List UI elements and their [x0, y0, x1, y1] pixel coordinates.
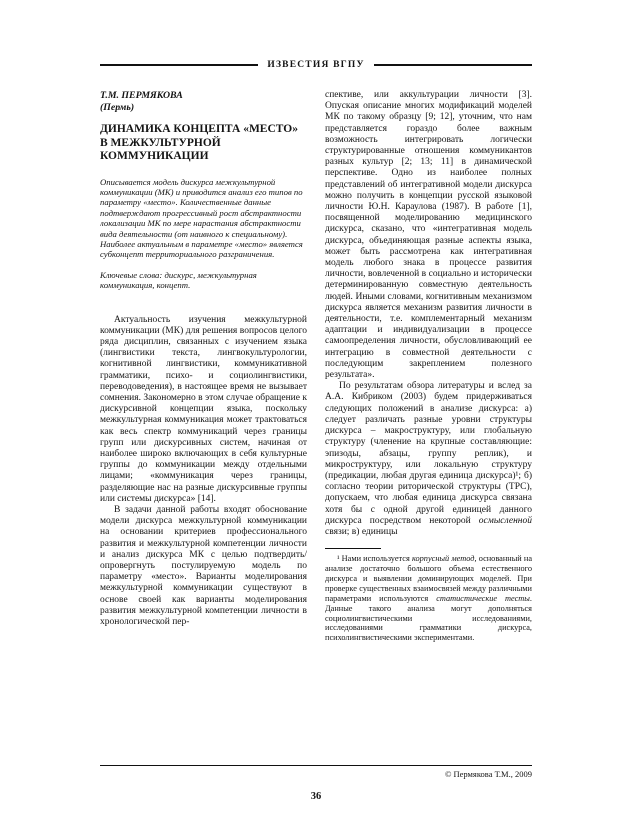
running-head: [100, 60, 532, 70]
footnote-italic-term-2: статистические тесты: [436, 593, 530, 603]
keywords-label: Ключевые слова:: [100, 269, 163, 280]
paragraph-3: спективе, или аккультурации личности [3]. Опуская описание многих модификаций моделей МК по такому образцу [9; 12], уточним, что нам представляется гораздо более важным возможность интегрировать логически структурированные отношения коммуникантов разных культур [2; 13; 11] в динамической перспективе. Одно из наиболее полных представлений об интегративной модели дискурса можно получить в концепции русской языковой личности Ю.Н. Караулова (1987). В работе [1], посвященной моделированию медицинского дискурса, сказано, что «интегративная модель дискурса, объединяющая разные аспекты языка, может быть рассмотрена как интегративная модель любого знака в процессе развития личности, вовлеченной в социально и исторически детерминированную совместную деятельность людей. Иными словами, когнитивным механизмом дискурса является механизм развития личности в деятельности, т.е. комплементарный механизм адаптации и индивидуализации в процессе самоопределения личности, обусловливающий ее интеграцию в совместной деятельности с последующим закреплением полезного результата».: [325, 90, 532, 381]
abstract: Описывается модель дискурса межкультурной коммуникации (МК) и приводится анализ его типов по параметру «место». Количественные данные подтверждают прогрессивный рост абстрактности локализации МК по мере нарастания абстрактности вида деятельности (от наивного к специальному). Наиболее актуальным в параметре «место» является субконцепт территориального разграничения.: [100, 176, 303, 260]
article-title: [100, 123, 307, 164]
right-column: [325, 90, 532, 765]
left-column: [100, 90, 307, 765]
footer-rule: [100, 765, 532, 766]
footnote-separator: [325, 548, 381, 549]
author-block: [100, 90, 307, 114]
author-location: (Пермь): [100, 102, 135, 113]
footnote: [325, 554, 532, 643]
article-title-line-2: В МЕЖКУЛЬТУРНОЙ: [100, 136, 221, 149]
article-title-line-1: ДИНАМИКА КОНЦЕПТА «МЕСТО»: [100, 123, 298, 135]
paragraph-4-italic-term: осмысленной: [478, 515, 532, 526]
journal-title: ИЗВЕСТИЯ ВГПУ: [267, 60, 365, 70]
footnote-text-2: , основанный на анализе достаточно большого объема естественного дискурса и выявлении доминирующих моделей. При проверке существенных взаимосвязей между различными параметрами используются: [325, 554, 532, 603]
page-number: 36: [310, 791, 322, 802]
text-columns: [100, 90, 532, 765]
footnote-italic-term-1: корпусный метод: [411, 554, 475, 564]
paragraph-1: Актуальность изучения межкультурной коммуникации (МК) для решения вопросов целого ряда дисциплин, связанных с изучением языка (лингвистики текста, лингвокультурологии, когнитивной лингвистики, коммуникативной грамматики, психо- и социолингвистики, переводоведения), в настоящее время не вызывает сомнения. Закономерно в этом случае обращение к дискурсивной концепции языка, поскольку межкультурная коммуникация может трактоваться как весь спектр коммуникаций через границы групп или дискурсивных систем, начиная от наиболее широко включающих в себя культурные группы до коммуникации между отдельными лицами; «коммуникация через границы, разделяющие нас на разные дискурсивные группы или системы дискурса» [14].: [100, 314, 307, 504]
copyright-notice: © Пермякова Т.М., 2009: [444, 769, 532, 779]
paragraph-4-text-end: связи; в) единицы: [325, 526, 398, 537]
header-rule-right: [374, 64, 532, 66]
header-rule-left: [100, 64, 258, 66]
footnote-text-3: . Данные такого анализа могут дополняться социолингвистическими исследованиями, исследованиями грамматики дискурса, психолингвистическими экспериментами.: [325, 593, 532, 643]
keywords-text: дискурс, межкультурная коммуникация, концепт.: [100, 269, 257, 291]
paragraph-4-text: По результатам обзора литературы и вслед за А.А. Кибриком (2003) будем придерживаться следующих положений в анализе дискурса: а) следует различать разные уровни структуры дискурса – макроструктуру, или глобальную структуру (членение на крупные составляющие: эпизоды, абзацы, группу реплик), и микроструктуру, или локальную структуру (предикации, любая другая единица дискурса)¹; б) согласно теории риторической структуры (ТРС), допускаем, что любая единица дискурса связана хотя бы с одной другой единицей данного дискурса посредством некоторой: [325, 381, 532, 526]
keywords: [100, 270, 307, 291]
article-title-line-3: КОММУНИКАЦИИ: [100, 150, 209, 162]
page-footer: [100, 765, 532, 802]
footnote-text-1: ¹ Нами используется: [337, 554, 412, 564]
author-name: Т.М. ПЕРМЯКОВА: [100, 90, 183, 101]
paragraph-2: В задачи данной работы входят обоснование модели дискурса межкультурной коммуникации на основании критериев профессионального развития и межкультурной компетенции личности и анализ дискурса МК с целью подтвердить/опровергнуть постулируемую модель по параметру «место». Варианты моделирования межкультурной коммуникации существуют в основе своей как варианты моделирования развития межкультурной компетенции личности в хронологической пер-: [100, 505, 307, 628]
paragraph-4: [325, 381, 532, 538]
